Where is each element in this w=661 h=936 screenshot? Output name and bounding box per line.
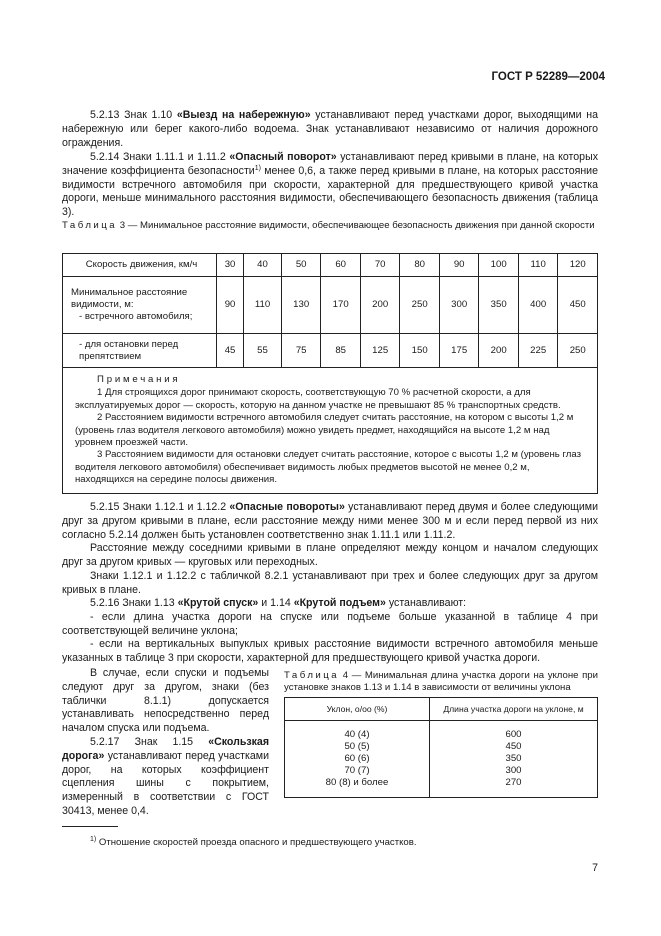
stopping-visibility-value: 150 — [400, 334, 440, 368]
paragraph-5-2-13: 5.2.13 Знак 1.10 «Выезд на набережную» устанавливают перед участками дорог, выходящими на набережную или берег какого-либо водоема. Знак устанавливают независимо от наличия дорожного ограждения. — [62, 109, 598, 149]
stopping-visibility-value: 250 — [558, 334, 598, 368]
slope-column: 40 (4) 50 (5) 60 (6) 70 (7) 80 (8) и более — [285, 721, 430, 798]
page-number: 7 — [592, 862, 598, 874]
speed-value: 110 — [518, 254, 558, 277]
notes-title: Примечания — [97, 374, 181, 385]
footnote-divider — [62, 826, 118, 827]
oncoming-visibility-value: 250 — [400, 277, 440, 334]
stopping-visibility-value: 45 — [217, 334, 244, 368]
length-header: Длина участка дороги на уклоне, м — [430, 698, 598, 721]
stopping-visibility-value: 75 — [281, 334, 321, 368]
speed-value: 40 — [244, 254, 282, 277]
visibility-label: Минимальное расстояние видимости, м: - встречного автомобиля; — [63, 277, 217, 334]
table-row — [63, 334, 598, 368]
paragraph-5-2-15: 5.2.15 Знаки 1.12.1 и 1.12.2 «Опасные повороты» устанавливают перед двумя и более следующими друг за другом кривыми в плане, если расстояние между ними менее 300 м и если перед первой из них согласно 5.2.14 должен быть установлен соответственно знак 1.11.1 или 1.11.2. Расстояние между соседними кривыми в плане определяют между концом и началом следующих друг за другом кривых — круговых или переходных. Знаки 1.12.1 и 1.12.2 с табличкой 8.2.1 устанавливают при трех и более следующих друг за другом кривых в плане. — [62, 501, 598, 596]
speed-value: 60 — [321, 254, 361, 277]
oncoming-visibility-value: 300 — [439, 277, 479, 334]
table-4-caption: Таблица 4 — Минимальная длина участка дороги на уклоне при установке знаков 1.13 и 1.14 в зависимости от величины уклона — [284, 670, 598, 694]
speed-label: Скорость движения, км/ч — [63, 254, 217, 277]
note-1: 1 Для строящихся дорог принимают скорость, соответствующую 70 % расчетной скорости, а для эксплуатируемых дорог — скорость, которую на данном участке не превышают 85 % транспортных средств. — [75, 387, 561, 411]
note-2: 2 Расстоянием видимости встречного автомобиля следует считать расстояние, на котором с высоты 1,2 м (уровень глаз водителя легкового автомобиля) можно увидеть предмет, находящийся на высоте 1,2 м над уровнем проезжей части. — [75, 412, 574, 449]
slope-header: Уклон, о/оо (%) — [285, 698, 430, 721]
stopping-visibility-value: 225 — [518, 334, 558, 368]
footnote-ref: 1) — [254, 164, 261, 172]
stopping-visibility-value: 175 — [439, 334, 479, 368]
stopping-visibility-value: 55 — [244, 334, 282, 368]
oncoming-visibility-value: 400 — [518, 277, 558, 334]
note-3: 3 Расстоянием видимости для остановки следует считать расстояние, которое с высоты 1,2 м (уровень глаз водителя легкового автомобиля) обеспечивает видимость любых предметов высотой не менее 0,2 м, находящихся на середине полосы движения. — [75, 449, 581, 486]
paragraph-5-2-16: 5.2.16 Знаки 1.13 «Крутой спуск» и 1.14 «Крутой подъем» устанавливают: - если длина участка дороги на спуске или подъеме больше указанной в таблице 4 при соответствующей величине уклона; - если на вертикальных выпуклых кривых расстояние видимости встречного автомобиля меньше указанных в таблице 3 при скорости, характерной для предшествующего кривой участка дороги. — [62, 597, 598, 665]
table-header-row — [285, 698, 598, 721]
table-3 — [62, 253, 598, 494]
table-4 — [284, 697, 598, 798]
oncoming-visibility-value: 350 — [479, 277, 519, 334]
oncoming-visibility-value: 130 — [281, 277, 321, 334]
table-row — [285, 721, 598, 798]
table-notes-row — [63, 368, 598, 494]
stopping-label: - для остановки перед препятствием — [63, 334, 217, 368]
table-row — [63, 277, 598, 334]
oncoming-visibility-value: 450 — [558, 277, 598, 334]
speed-value: 50 — [281, 254, 321, 277]
table-3-caption: Таблица 3 — Минимальное расстояние видимости, обеспечивающее безопасность движения при данной скорости — [62, 220, 595, 231]
speed-value: 90 — [439, 254, 479, 277]
speed-value: 120 — [558, 254, 598, 277]
length-column: 600 450 350 300 270 — [430, 721, 598, 798]
oncoming-visibility-value: 200 — [360, 277, 400, 334]
speed-value: 100 — [479, 254, 519, 277]
stopping-visibility-value: 200 — [479, 334, 519, 368]
stopping-visibility-value: 85 — [321, 334, 361, 368]
speed-value: 30 — [217, 254, 244, 277]
table-notes — [63, 368, 598, 494]
table-row — [63, 254, 598, 277]
stopping-visibility-value: 125 — [360, 334, 400, 368]
oncoming-visibility-value: 90 — [217, 277, 244, 334]
oncoming-visibility-value: 170 — [321, 277, 361, 334]
document-header: ГОСТ Р 52289—2004 — [491, 71, 605, 83]
footnote: $^{1)}$ Отношение скоростей проезда опасного и предшествующего участков. — [90, 836, 417, 848]
left-column-text: В случае, если спуски и подъемы следуют друг за другом, знаки (без таблички 8.1.1) допускается устанавливать непосредственно перед началом спуска или подъема. 5.2.17 Знак 1.15 «Скользкая дорога» устанавливают перед участками дорог, на которых коэффициент сцепления шины с покрытием, измеренный в соответствии с ГОСТ 30413, менее 0,4. — [62, 667, 269, 817]
speed-value: 80 — [400, 254, 440, 277]
oncoming-visibility-value: 110 — [244, 277, 282, 334]
speed-value: 70 — [360, 254, 400, 277]
paragraph-5-2-14: 5.2.14 Знаки 1.11.1 и 1.11.2 «Опасный поворот» устанавливают перед кривыми в плане, на которых значение коэффициента безопасности$^{1)}$ менее 0,6, а также перед кривыми в плане, на которых расстояние видимости встречного автомобиля при скорости, характерной для предшествующего кривой участка дороги, меньше минимального расстояния видимости, обеспечивающего безопасность движения (таблица 3). — [62, 151, 598, 219]
